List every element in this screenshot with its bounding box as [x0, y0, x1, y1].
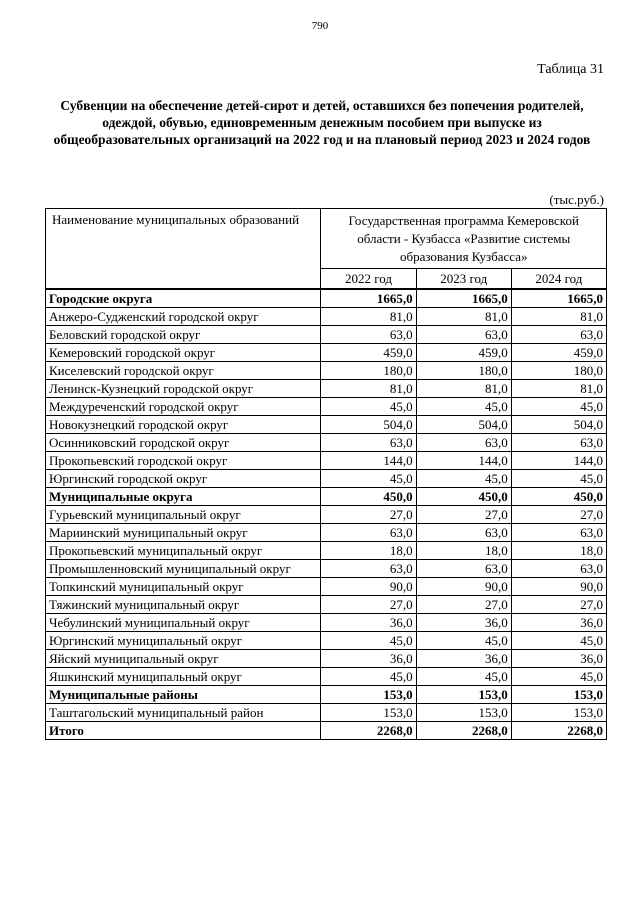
value-2024: 45,0 [511, 398, 606, 416]
table-row [46, 326, 607, 344]
header-year-2024: 2024 год [511, 269, 606, 290]
value-2022: 81,0 [321, 380, 416, 398]
value-2022: 1665,0 [321, 289, 416, 308]
value-2023: 504,0 [416, 416, 511, 434]
row-name: Прокопьевский муниципальный округ [46, 542, 321, 560]
row-name: Яшкинский муниципальный округ [46, 668, 321, 686]
value-2022: 459,0 [321, 344, 416, 362]
value-2023: 45,0 [416, 632, 511, 650]
table-row [46, 614, 607, 632]
value-2023: 45,0 [416, 470, 511, 488]
value-2022: 45,0 [321, 632, 416, 650]
value-2023: 1665,0 [416, 289, 511, 308]
row-name: Итого [46, 722, 321, 740]
value-2023: 36,0 [416, 650, 511, 668]
table-row-group-urban [46, 289, 607, 308]
row-name: Беловский городской округ [46, 326, 321, 344]
value-2023: 27,0 [416, 506, 511, 524]
value-2024: 36,0 [511, 614, 606, 632]
value-2023: 27,0 [416, 596, 511, 614]
value-2022: 90,0 [321, 578, 416, 596]
value-2022: 45,0 [321, 668, 416, 686]
table-row [46, 704, 607, 722]
row-name: Гурьевский муниципальный округ [46, 506, 321, 524]
row-name: Городские округа [46, 289, 321, 308]
value-2024: 36,0 [511, 650, 606, 668]
value-2022: 36,0 [321, 650, 416, 668]
value-2024: 81,0 [511, 380, 606, 398]
value-2023: 81,0 [416, 308, 511, 326]
value-2022: 81,0 [321, 308, 416, 326]
table-row [46, 650, 607, 668]
units-label: (тыс.руб.) [549, 192, 604, 207]
table-row [46, 416, 607, 434]
table-row-total [46, 722, 607, 740]
value-2022: 450,0 [321, 488, 416, 506]
table-row [46, 434, 607, 452]
table-row [46, 596, 607, 614]
value-2024: 459,0 [511, 344, 606, 362]
row-name: Юргинский муниципальный округ [46, 632, 321, 650]
value-2024: 90,0 [511, 578, 606, 596]
value-2022: 63,0 [321, 560, 416, 578]
value-2022: 45,0 [321, 470, 416, 488]
value-2023: 45,0 [416, 668, 511, 686]
row-name: Чебулинский муниципальный округ [46, 614, 321, 632]
row-name: Юргинский городской округ [46, 470, 321, 488]
value-2023: 45,0 [416, 398, 511, 416]
value-2024: 144,0 [511, 452, 606, 470]
value-2024: 81,0 [511, 308, 606, 326]
row-name: Яйский муниципальный округ [46, 650, 321, 668]
value-2024: 45,0 [511, 470, 606, 488]
table-row [46, 344, 607, 362]
value-2023: 90,0 [416, 578, 511, 596]
value-2024: 1665,0 [511, 289, 606, 308]
row-name: Мариинский муниципальный округ [46, 524, 321, 542]
value-2022: 504,0 [321, 416, 416, 434]
row-name: Кемеровский городской округ [46, 344, 321, 362]
value-2023: 450,0 [416, 488, 511, 506]
table-row [46, 470, 607, 488]
value-2022: 18,0 [321, 542, 416, 560]
table-row [46, 578, 607, 596]
value-2023: 63,0 [416, 326, 511, 344]
row-name: Муниципальные районы [46, 686, 321, 704]
value-2024: 45,0 [511, 668, 606, 686]
value-2023: 63,0 [416, 560, 511, 578]
value-2024: 504,0 [511, 416, 606, 434]
row-name: Прокопьевский городской округ [46, 452, 321, 470]
table-row-group-municipal-okrug [46, 488, 607, 506]
table-row [46, 398, 607, 416]
value-2022: 180,0 [321, 362, 416, 380]
table-row [46, 452, 607, 470]
value-2023: 63,0 [416, 434, 511, 452]
header-name: Наименование муниципальных образований [46, 209, 321, 290]
value-2024: 450,0 [511, 488, 606, 506]
value-2023: 153,0 [416, 704, 511, 722]
value-2024: 153,0 [511, 686, 606, 704]
row-name: Междуреченский городской округ [46, 398, 321, 416]
table-row-group-municipal-rayon [46, 686, 607, 704]
value-2024: 27,0 [511, 506, 606, 524]
table-row [46, 524, 607, 542]
value-2024: 63,0 [511, 560, 606, 578]
value-2024: 45,0 [511, 632, 606, 650]
value-2024: 63,0 [511, 326, 606, 344]
row-name: Анжеро-Судженский городской округ [46, 308, 321, 326]
value-2024: 2268,0 [511, 722, 606, 740]
document-title: Субвенции на обеспечение детей-сирот и детей, оставшихся без попечения родителей, одеждой, обувью, единовременным денежным пособием при выпуске из общеобразовательных организаций на 2022 год и на плановый период 2023 и 2024 годов [53, 98, 591, 147]
row-name: Киселевский городской округ [46, 362, 321, 380]
value-2023: 180,0 [416, 362, 511, 380]
value-2023: 459,0 [416, 344, 511, 362]
row-name: Топкинский муниципальный округ [46, 578, 321, 596]
row-name: Муниципальные округа [46, 488, 321, 506]
row-name: Таштагольский муниципальный район [46, 704, 321, 722]
value-2024: 27,0 [511, 596, 606, 614]
row-name: Промышленновский муниципальный округ [46, 560, 321, 578]
table-row [46, 542, 607, 560]
value-2022: 2268,0 [321, 722, 416, 740]
table-row [46, 668, 607, 686]
value-2024: 153,0 [511, 704, 606, 722]
value-2022: 153,0 [321, 704, 416, 722]
value-2024: 63,0 [511, 524, 606, 542]
table-row [46, 506, 607, 524]
row-name: Осинниковский городской округ [46, 434, 321, 452]
header-year-2023: 2023 год [416, 269, 511, 290]
value-2022: 144,0 [321, 452, 416, 470]
value-2023: 153,0 [416, 686, 511, 704]
value-2024: 63,0 [511, 434, 606, 452]
value-2023: 18,0 [416, 542, 511, 560]
value-2023: 144,0 [416, 452, 511, 470]
table-label: Таблица 31 [537, 62, 604, 77]
subsidies-table [45, 208, 607, 740]
value-2022: 153,0 [321, 686, 416, 704]
table-row [46, 560, 607, 578]
value-2023: 36,0 [416, 614, 511, 632]
value-2022: 63,0 [321, 524, 416, 542]
row-name: Ленинск-Кузнецкий городской округ [46, 380, 321, 398]
table-row [46, 380, 607, 398]
table-row [46, 362, 607, 380]
value-2022: 36,0 [321, 614, 416, 632]
value-2022: 63,0 [321, 326, 416, 344]
table-row [46, 632, 607, 650]
header-program: Государственная программа Кемеровской области - Кузбасса «Развитие системы образования Кузбасса» [321, 209, 607, 269]
value-2022: 27,0 [321, 596, 416, 614]
header-year-2022: 2022 год [321, 269, 416, 290]
value-2023: 2268,0 [416, 722, 511, 740]
row-name: Новокузнецкий городской округ [46, 416, 321, 434]
value-2022: 45,0 [321, 398, 416, 416]
value-2023: 63,0 [416, 524, 511, 542]
table-row [46, 308, 607, 326]
value-2023: 81,0 [416, 380, 511, 398]
page-number: 790 [311, 20, 329, 32]
value-2022: 63,0 [321, 434, 416, 452]
value-2024: 180,0 [511, 362, 606, 380]
value-2022: 27,0 [321, 506, 416, 524]
value-2024: 18,0 [511, 542, 606, 560]
row-name: Тяжинский муниципальный округ [46, 596, 321, 614]
